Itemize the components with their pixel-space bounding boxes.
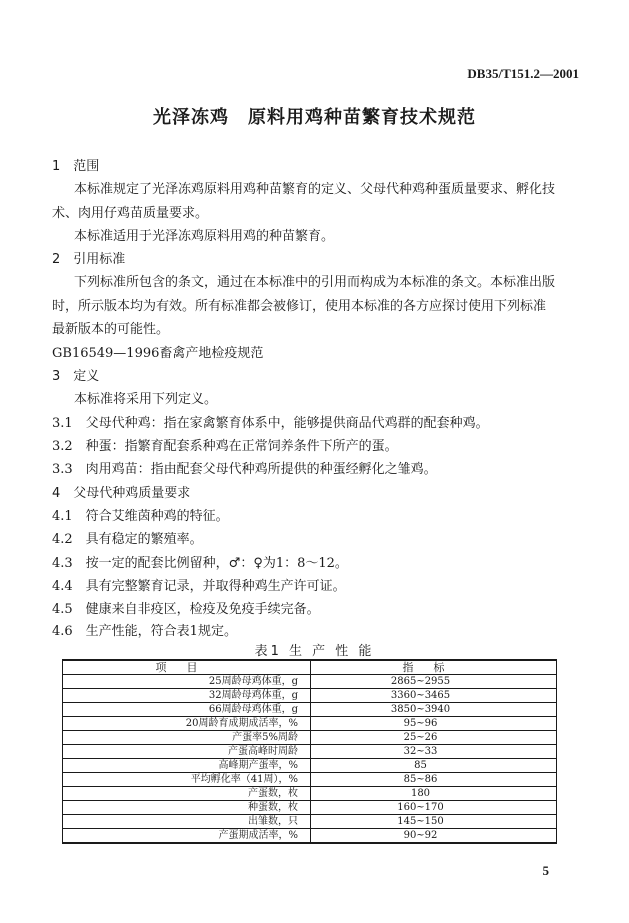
standard-number: DB35/T151.2—2001: [467, 66, 579, 81]
requirement-4-6: 4.6 生产性能，符合表1规定。: [52, 624, 237, 639]
definition-3-1: 3.1 父母代种鸡：指在家禽繁育体系中，能够提供商品代鸡群的配套种鸡。: [52, 416, 489, 431]
row-label: 种蛋数，枚: [63, 801, 311, 815]
row-value: 85: [311, 759, 557, 773]
section-2-heading: 2 引用标准: [52, 252, 126, 267]
requirement-4-1: 4.1 符合艾维茵种鸡的特征。: [52, 509, 229, 524]
page-number: 5: [542, 863, 549, 878]
row-value: 32~33: [311, 745, 557, 759]
table-row: [63, 717, 557, 731]
table-row: [63, 759, 557, 773]
row-value: 160~170: [311, 801, 557, 815]
referenced-standard: GB16549—1996畜禽产地检疫规范: [52, 346, 264, 361]
section-2-paragraph-line: 时，所示版本均为有效。所有标准都会被修订，使用本标准的各方应探讨使用下列标准: [52, 299, 547, 314]
section-1-paragraph-line: 术、肉用仔鸡苗质量要求。: [52, 206, 209, 221]
row-value: 3850~3940: [311, 703, 557, 717]
row-label: 25周龄母鸡体重，g: [63, 675, 311, 689]
row-label: 产蛋率5%周龄: [63, 731, 311, 745]
document-title: 光泽冻鸡 原料用鸡种苗繁育技术规范: [153, 107, 476, 128]
section-1-scope-text: 本标准适用于光泽冻鸡原料用鸡的种苗繁育。: [74, 229, 335, 244]
row-value: 25~26: [311, 731, 557, 745]
table-row: [63, 801, 557, 815]
requirement-4-3: 4.3 按一定的配套比例留种，♂：♀为1：8～12。: [52, 556, 348, 571]
row-label: 66周龄母鸡体重，g: [63, 703, 311, 717]
table-row: [63, 815, 557, 829]
row-label: 产蛋数，枚: [63, 787, 311, 801]
row-label: 平均孵化率（41周），%: [63, 773, 311, 787]
definition-3-2: 3.2 种蛋：指繁育配套系种鸡在正常饲养条件下所产的蛋。: [52, 439, 398, 454]
row-label: 32周龄母鸡体重，g: [63, 689, 311, 703]
section-2-paragraph-line: 下列标准所包含的条文，通过在本标准中的引用而构成为本标准的条文。本标准出版: [74, 275, 556, 290]
requirement-4-2: 4.2 具有稳定的繁殖率。: [52, 532, 203, 547]
row-label: 产蛋期成活率，%: [63, 829, 311, 844]
definition-3-3: 3.3 肉用鸡苗：指由配套父母代种鸡所提供的种蛋经孵化之雏鸡。: [52, 462, 437, 477]
table-row: [63, 731, 557, 745]
table-row: [63, 689, 557, 703]
row-value: 145~150: [311, 815, 557, 829]
section-1-paragraph-line: 本标准规定了光泽冻鸡原料用鸡种苗繁育的定义、父母代种鸡种蛋质量要求、孵化技: [74, 182, 556, 197]
table-row: [63, 745, 557, 759]
row-value: 95~96: [311, 717, 557, 731]
production-performance-table: [62, 659, 557, 844]
row-value: 180: [311, 787, 557, 801]
row-value: 90~92: [311, 829, 557, 844]
table-row: [63, 787, 557, 801]
section-3-intro: 本标准将采用下列定义。: [74, 392, 218, 407]
table-row: [63, 773, 557, 787]
section-3-heading: 3 定义: [52, 369, 100, 384]
table-row: [63, 829, 557, 844]
requirement-4-4: 4.4 具有完整繁育记录，并取得种鸡生产许可证。: [52, 579, 346, 594]
row-label: 高峰期产蛋率，%: [63, 759, 311, 773]
row-label: 出雏数，只: [63, 815, 311, 829]
row-label: 20周龄育成期成活率，%: [63, 717, 311, 731]
section-1-heading: 1 范围: [52, 159, 100, 174]
row-value: 2865~2955: [311, 675, 557, 689]
column-header-item: 项目: [63, 660, 311, 675]
table-row: [63, 675, 557, 689]
row-value: 85~86: [311, 773, 557, 787]
table-row: [63, 703, 557, 717]
column-header-index: 指标: [311, 660, 557, 675]
table-header-row: [63, 660, 557, 675]
requirement-4-5: 4.5 健康来自非疫区，检疫及免疫手续完备。: [52, 602, 320, 617]
section-4-heading: 4 父母代种鸡质量要求: [52, 486, 191, 501]
table-caption: 表1 生 产 性 能: [254, 644, 375, 659]
section-2-paragraph-line: 最新版本的可能性。: [52, 322, 170, 337]
row-value: 3360~3465: [311, 689, 557, 703]
row-label: 产蛋高峰时周龄: [63, 745, 311, 759]
